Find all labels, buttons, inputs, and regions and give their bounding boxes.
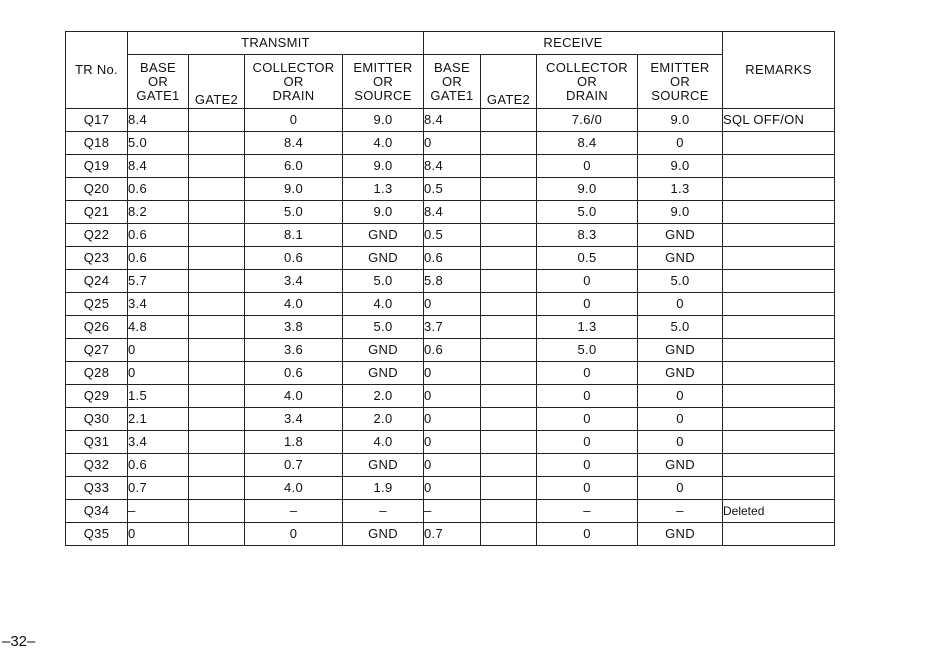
tr-no-cell: Q25	[66, 293, 128, 316]
transmit-gate2-cell	[189, 293, 245, 316]
receive-base-cell: 0	[424, 132, 481, 155]
transmit-collector-cell: 4.0	[245, 385, 343, 408]
transmit-gate2-cell	[189, 477, 245, 500]
transmit-emitter-cell: 9.0	[343, 155, 424, 178]
receive-collector-cell: 0	[537, 362, 638, 385]
transmit-gate2-cell	[189, 132, 245, 155]
remarks-cell	[723, 201, 835, 224]
receive-gate2-cell	[481, 500, 537, 523]
transmit-collector-cell: 0	[245, 109, 343, 132]
receive-gate2-cell	[481, 385, 537, 408]
transmit-header: TRANSMIT	[128, 32, 424, 55]
transmit-collector-cell: 8.1	[245, 224, 343, 247]
table-row	[66, 523, 835, 546]
remarks-cell	[723, 362, 835, 385]
transmit-base-cell: 0	[128, 362, 189, 385]
transmit-base-cell: 0.6	[128, 247, 189, 270]
receive-emitter-cell: 0	[638, 408, 723, 431]
tr-no-cell: Q19	[66, 155, 128, 178]
tr-no-cell: Q28	[66, 362, 128, 385]
receive-base-cell: 0	[424, 477, 481, 500]
receive-base-cell: 0.6	[424, 247, 481, 270]
transmit-emitter-cell: 5.0	[343, 270, 424, 293]
transmit-emitter-cell: GND	[343, 224, 424, 247]
remarks-cell	[723, 454, 835, 477]
transmit-collector-cell: 3.6	[245, 339, 343, 362]
receive-emitter-cell: GND	[638, 247, 723, 270]
transmit-gate2-cell	[189, 339, 245, 362]
transmit-base-cell: 0	[128, 339, 189, 362]
receive-collector-cell: 5.0	[537, 201, 638, 224]
transmit-collector-cell: 3.8	[245, 316, 343, 339]
receive-collector-cell: 0	[537, 477, 638, 500]
receive-gate2-cell	[481, 431, 537, 454]
transmit-emitter-cell: 9.0	[343, 109, 424, 132]
tr-no-cell: Q29	[66, 385, 128, 408]
receive-emitter-cell: 0	[638, 477, 723, 500]
transmit-emitter-cell: GND	[343, 523, 424, 546]
receive-emitter-cell: 0	[638, 293, 723, 316]
remarks-cell	[723, 178, 835, 201]
transmit-gate2-cell	[189, 247, 245, 270]
transmit-gate2-cell	[189, 454, 245, 477]
receive-header: RECEIVE	[424, 32, 723, 55]
receive-collector-cell: 0	[537, 431, 638, 454]
transmit-gate2-cell	[189, 362, 245, 385]
receive-base-cell: 5.8	[424, 270, 481, 293]
transmit-collector-cell: 4.0	[245, 293, 343, 316]
transmit-base-cell: 3.4	[128, 293, 189, 316]
transmit-base-cell: 0	[128, 523, 189, 546]
transmit-gate2-cell	[189, 316, 245, 339]
transmit-collector-cell: 0.7	[245, 454, 343, 477]
transmit-base-cell: 5.0	[128, 132, 189, 155]
transmit-collector-cell: 3.4	[245, 270, 343, 293]
receive-gate2-cell	[481, 224, 537, 247]
table-row	[66, 132, 835, 155]
transmit-gate2-cell	[189, 523, 245, 546]
tr-no-cell: Q34	[66, 500, 128, 523]
transmit-collector-cell: 5.0	[245, 201, 343, 224]
transmit-gate2-cell	[189, 178, 245, 201]
transmit-emitter-cell: GND	[343, 362, 424, 385]
receive-base-cell: 0	[424, 431, 481, 454]
table-row	[66, 454, 835, 477]
receive-collector-cell: 0	[537, 454, 638, 477]
table-row	[66, 339, 835, 362]
tr-no-cell: Q33	[66, 477, 128, 500]
transmit-emitter-cell: GND	[343, 247, 424, 270]
receive-gate2-cell	[481, 454, 537, 477]
transmit-collector-cell: –	[245, 500, 343, 523]
transmit-emitter-cell: 9.0	[343, 201, 424, 224]
table-row	[66, 155, 835, 178]
receive-emitter-cell: 0	[638, 385, 723, 408]
transmit-collector-header: COLLECTOR OR DRAIN	[245, 55, 343, 109]
transmit-gate2-cell	[189, 155, 245, 178]
receive-gate2-cell	[481, 201, 537, 224]
table-row	[66, 293, 835, 316]
table-row	[66, 362, 835, 385]
transmit-base-cell: –	[128, 500, 189, 523]
receive-emitter-cell: GND	[638, 523, 723, 546]
receive-gate2-cell	[481, 523, 537, 546]
table-group-header-row	[66, 32, 835, 55]
receive-collector-cell: 1.3	[537, 316, 638, 339]
transmit-base-cell: 2.1	[128, 408, 189, 431]
table-row	[66, 224, 835, 247]
receive-base-cell: 0	[424, 408, 481, 431]
tr-no-cell: Q27	[66, 339, 128, 362]
page-number: –32–	[2, 633, 36, 650]
transmit-emitter-cell: 4.0	[343, 293, 424, 316]
transmit-base-cell: 0.7	[128, 477, 189, 500]
transmit-collector-cell: 1.8	[245, 431, 343, 454]
transistor-voltage-table	[65, 31, 835, 546]
receive-gate2-cell	[481, 247, 537, 270]
table-subheader-row	[66, 55, 835, 109]
receive-collector-cell: 0	[537, 408, 638, 431]
tr-no-cell: Q21	[66, 201, 128, 224]
receive-collector-cell: 9.0	[537, 178, 638, 201]
transmit-base-cell: 3.4	[128, 431, 189, 454]
remarks-cell	[723, 247, 835, 270]
remarks-cell	[723, 155, 835, 178]
receive-emitter-cell: GND	[638, 224, 723, 247]
transmit-gate2-cell	[189, 224, 245, 247]
transmit-base-cell: 8.2	[128, 201, 189, 224]
receive-gate2-cell	[481, 477, 537, 500]
remarks-cell	[723, 270, 835, 293]
receive-emitter-cell: 1.3	[638, 178, 723, 201]
receive-base-cell: 0.7	[424, 523, 481, 546]
receive-emitter-cell: GND	[638, 339, 723, 362]
receive-gate2-cell	[481, 132, 537, 155]
transmit-base-header: BASE OR GATE1	[128, 55, 189, 109]
remarks-cell	[723, 132, 835, 155]
receive-collector-cell: 0	[537, 523, 638, 546]
receive-emitter-cell: 9.0	[638, 109, 723, 132]
transmit-collector-cell: 0.6	[245, 247, 343, 270]
receive-base-header: BASE OR GATE1	[424, 55, 481, 109]
receive-base-cell: 0.6	[424, 339, 481, 362]
tr-no-cell: Q20	[66, 178, 128, 201]
remarks-cell	[723, 431, 835, 454]
receive-collector-header: COLLECTOR OR DRAIN	[537, 55, 638, 109]
transmit-collector-cell: 9.0	[245, 178, 343, 201]
receive-collector-cell: 0	[537, 293, 638, 316]
transmit-gate2-cell	[189, 109, 245, 132]
receive-gate2-cell	[481, 155, 537, 178]
remarks-header: REMARKS	[723, 32, 835, 109]
transmit-emitter-cell: 5.0	[343, 316, 424, 339]
transmit-base-cell: 4.8	[128, 316, 189, 339]
table-row	[66, 316, 835, 339]
receive-base-cell: 0	[424, 362, 481, 385]
transmit-base-cell: 5.7	[128, 270, 189, 293]
transmit-emitter-cell: GND	[343, 454, 424, 477]
receive-gate2-cell	[481, 408, 537, 431]
transmit-gate2-cell	[189, 385, 245, 408]
transmit-collector-cell: 4.0	[245, 477, 343, 500]
table-row	[66, 408, 835, 431]
transmit-emitter-cell: –	[343, 500, 424, 523]
transmit-gate2-cell	[189, 201, 245, 224]
transmit-emitter-cell: 4.0	[343, 132, 424, 155]
receive-emitter-header: EMITTER OR SOURCE	[638, 55, 723, 109]
tr-no-cell: Q35	[66, 523, 128, 546]
remarks-cell	[723, 293, 835, 316]
table-row	[66, 431, 835, 454]
receive-emitter-cell: GND	[638, 362, 723, 385]
tr-no-cell: Q26	[66, 316, 128, 339]
receive-base-cell: 3.7	[424, 316, 481, 339]
tr-no-header: TR No.	[66, 32, 128, 109]
transmit-base-cell: 0.6	[128, 224, 189, 247]
remarks-cell	[723, 408, 835, 431]
transmit-emitter-header: EMITTER OR SOURCE	[343, 55, 424, 109]
transmit-collector-cell: 0.6	[245, 362, 343, 385]
transmit-gate2-cell	[189, 431, 245, 454]
tr-no-cell: Q17	[66, 109, 128, 132]
tr-no-cell: Q32	[66, 454, 128, 477]
table-row	[66, 500, 835, 523]
transmit-base-cell: 0.6	[128, 454, 189, 477]
transmit-emitter-cell: 1.3	[343, 178, 424, 201]
receive-collector-cell: 5.0	[537, 339, 638, 362]
receive-gate2-cell	[481, 339, 537, 362]
transmit-base-cell: 8.4	[128, 109, 189, 132]
table-row	[66, 477, 835, 500]
table-body	[66, 109, 835, 546]
transmit-emitter-cell: 1.9	[343, 477, 424, 500]
table-row	[66, 109, 835, 132]
receive-base-cell: 8.4	[424, 109, 481, 132]
table-row	[66, 178, 835, 201]
receive-collector-cell: 0	[537, 270, 638, 293]
transmit-collector-cell: 0	[245, 523, 343, 546]
transmit-gate2-cell	[189, 270, 245, 293]
receive-base-cell: 0	[424, 454, 481, 477]
receive-gate2-cell	[481, 178, 537, 201]
transmit-base-cell: 0.6	[128, 178, 189, 201]
table-row	[66, 270, 835, 293]
receive-gate2-cell	[481, 362, 537, 385]
receive-collector-cell: –	[537, 500, 638, 523]
transmit-emitter-cell: 2.0	[343, 408, 424, 431]
receive-collector-cell: 0.5	[537, 247, 638, 270]
receive-base-cell: 0	[424, 293, 481, 316]
tr-no-cell: Q22	[66, 224, 128, 247]
receive-base-cell: 8.4	[424, 201, 481, 224]
receive-emitter-cell: 0	[638, 132, 723, 155]
remarks-cell: Deleted	[723, 500, 835, 523]
receive-collector-cell: 0	[537, 155, 638, 178]
transmit-collector-cell: 3.4	[245, 408, 343, 431]
receive-collector-cell: 8.4	[537, 132, 638, 155]
receive-gate2-cell	[481, 293, 537, 316]
receive-emitter-cell: 0	[638, 431, 723, 454]
tr-no-cell: Q30	[66, 408, 128, 431]
receive-gate2-cell	[481, 270, 537, 293]
transmit-collector-cell: 8.4	[245, 132, 343, 155]
tr-no-cell: Q18	[66, 132, 128, 155]
remarks-cell	[723, 523, 835, 546]
tr-no-cell: Q31	[66, 431, 128, 454]
transmit-collector-cell: 6.0	[245, 155, 343, 178]
transmit-emitter-cell: 4.0	[343, 431, 424, 454]
receive-collector-cell: 7.6/0	[537, 109, 638, 132]
receive-emitter-cell: 9.0	[638, 155, 723, 178]
remarks-cell	[723, 339, 835, 362]
transmit-base-cell: 1.5	[128, 385, 189, 408]
table-row	[66, 201, 835, 224]
remarks-cell	[723, 477, 835, 500]
transmit-base-cell: 8.4	[128, 155, 189, 178]
table-row	[66, 247, 835, 270]
receive-emitter-cell: 9.0	[638, 201, 723, 224]
transmit-gate2-cell	[189, 408, 245, 431]
receive-emitter-cell: GND	[638, 454, 723, 477]
transmit-emitter-cell: 2.0	[343, 385, 424, 408]
receive-base-cell: 0.5	[424, 178, 481, 201]
transmit-emitter-cell: GND	[343, 339, 424, 362]
transmit-gate2-cell	[189, 500, 245, 523]
receive-base-cell: –	[424, 500, 481, 523]
receive-collector-cell: 8.3	[537, 224, 638, 247]
receive-emitter-cell: 5.0	[638, 316, 723, 339]
tr-no-cell: Q24	[66, 270, 128, 293]
receive-base-cell: 8.4	[424, 155, 481, 178]
receive-emitter-cell: –	[638, 500, 723, 523]
receive-emitter-cell: 5.0	[638, 270, 723, 293]
remarks-cell	[723, 224, 835, 247]
remarks-cell: SQL OFF/ON	[723, 109, 835, 132]
transmit-gate2-header: GATE2	[189, 55, 245, 109]
receive-base-cell: 0	[424, 385, 481, 408]
receive-collector-cell: 0	[537, 385, 638, 408]
receive-base-cell: 0.5	[424, 224, 481, 247]
remarks-cell	[723, 385, 835, 408]
receive-gate2-cell	[481, 109, 537, 132]
receive-gate2-cell	[481, 316, 537, 339]
table-row	[66, 385, 835, 408]
tr-no-cell: Q23	[66, 247, 128, 270]
receive-gate2-header: GATE2	[481, 55, 537, 109]
remarks-cell	[723, 316, 835, 339]
